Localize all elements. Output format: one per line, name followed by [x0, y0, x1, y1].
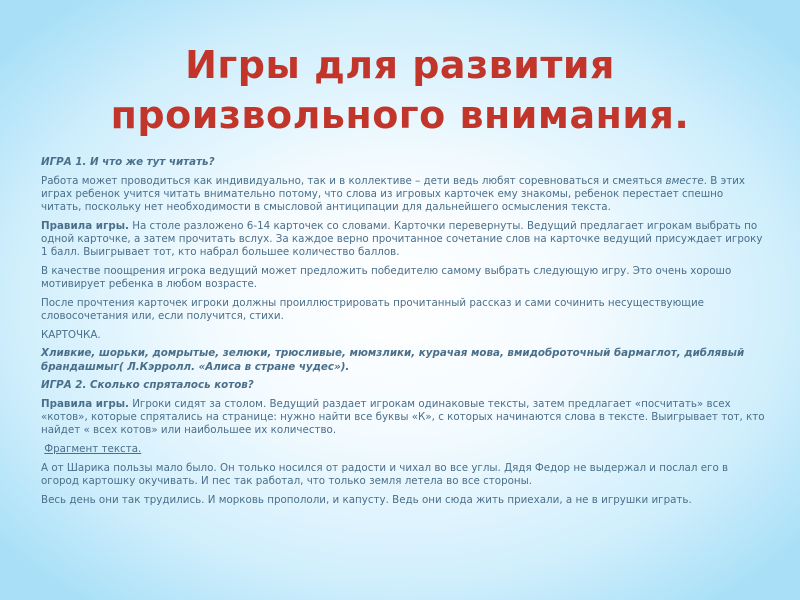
game2-fragment-label	[41, 443, 766, 456]
game1-heading-text: ИГРА 1. И что же тут читать?	[41, 156, 215, 168]
game1-desc-before: Работа может проводиться как индивидуально, так и в коллективе – дети ведь любят соревноваться и смеяться	[41, 174, 666, 187]
game2-heading	[41, 379, 766, 392]
game2-fragment-p2: Весь день они так трудились. И морковь пропололи, и капусту. Ведь они сюда жить приехали, а не в игрушки играть.	[41, 493, 692, 506]
game1-rules-label: Правила игры.	[41, 219, 129, 232]
game1-after-reading: После прочтения карточек игроки должны проиллюстрировать прочитанный рассказ и сами сочинить несуществующие словосочетания или, если получится, стихи.	[41, 296, 705, 323]
game1-heading	[41, 156, 766, 169]
game2-fragment-p1: А от Шарика пользы мало было. Он только носился от радости и чихал во все углы. Дядя Федор не выдержал и послал его в огород картошку окучивать. И пес так работал, что только земля летела во все стороны.	[41, 461, 729, 488]
game1-card-text: Хливкие, шорьки, домрытые, зелюки, трюсливые, мюмзлики, курачая мова, вмидоброточный бармаглот, диблявый брандашмыг( Л.Кэрролл. «Алиса в стране чудес»).	[41, 347, 745, 373]
game1-rules	[41, 220, 766, 260]
game1-desc-after: . В этих играх ребенок учится читать внимательно потому, что слова из игровых карточек ему знакомы, ребенок перестает спешно читать, поскольку нет необходимости в смысловой антиципации для дальнейшего осмысления текста.	[41, 174, 746, 214]
game1-reward: В качестве поощрения игрока ведущий может предложить победителю самому выбрать следующую игру. Это очень хорошо мотивирует ребенка в любом возрасте.	[41, 264, 732, 291]
slide-title: Игры для развития произвольного внимания.	[110, 43, 690, 137]
game1-rules-text: На столе разложено 6-14 карточек со словами. Карточки перевернуты. Ведущий предлагает игрокам выбрать по одной карточке, а затем прочитать вслух. За каждое верно прочитанное сочетание слов на карточке ведущий присуждает игроку 1 балл. Выигрывает тот, кто набрал большее количество баллов.	[41, 219, 763, 259]
slide-content	[41, 156, 766, 512]
game2-rules-label: Правила игры.	[41, 398, 129, 411]
game1-desc-emphasis: вместе	[665, 174, 704, 187]
game1-card-label: КАРТОЧКА.	[41, 328, 101, 341]
game2-fragment-label-text: Фрагмент текста.	[44, 443, 142, 456]
game2-rules-text: Игроки сидят за столом. Ведущий раздает игрокам одинаковые тексты, затем предлагает «посчитать» всех «котов», которые спрятались на странице: нужно найти все буквы «К», с которых начинаются слова в тексте. Выигрывает тот, кто найдет « всех котов» или наибольшее их количество.	[41, 398, 765, 437]
game2-heading-text: ИГРА 2. Сколько спряталось котов?	[41, 379, 254, 392]
game2-rules	[41, 398, 766, 438]
game1-description	[41, 175, 766, 215]
